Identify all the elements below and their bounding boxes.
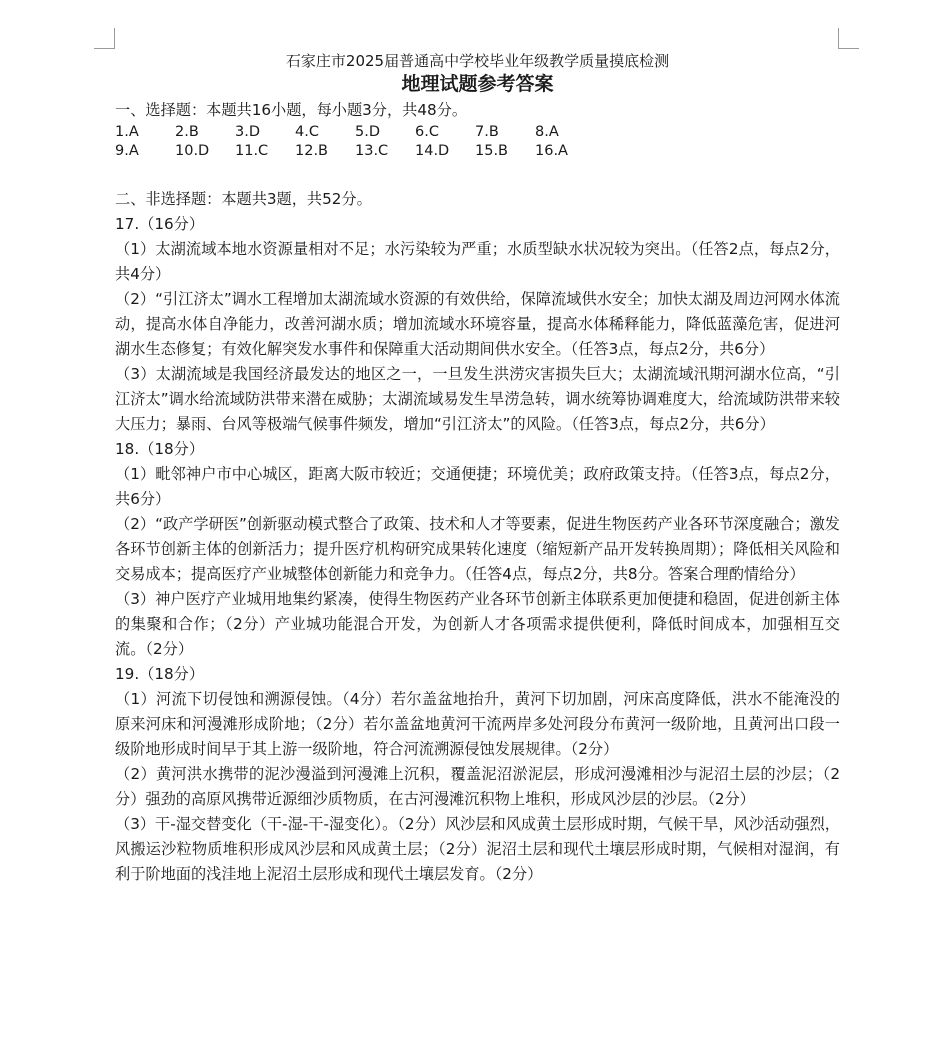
document-title: 石家庄市2025届普通高中学校毕业年级教学质量摸底检测 bbox=[285, 52, 670, 70]
answer-item: 15.B bbox=[475, 143, 509, 159]
answer-item: 14.D bbox=[415, 143, 450, 159]
question-19-part-1: （1）河流下切侵蚀和溯源侵蚀。（4分）若尔盖盆地抬升，黄河下切加剧，河床高度降低，洪水不能淹没的原来河床和河漫滩形成阶地；（2分）若尔盖盆地黄河干流两岸多处河段分布黄河一级阶地，且黄河出口段一级阶地形成时间早于其上游一级阶地，符合河流溯源侵蚀发展规律。（2分） bbox=[115, 690, 840, 758]
document-subtitle: 地理试题参考答案 bbox=[401, 73, 554, 95]
section-heading-choice: 一、选择题：本题共16小题，每小题3分，共48分。 bbox=[115, 101, 468, 119]
question-18-head: 18.（18分） bbox=[115, 440, 205, 458]
question-18-part-1: （1）毗邻神户市中心城区，距离大阪市较近；交通便捷；环境优美；政府政策支持。（任答3点，每点2分，共6分） bbox=[115, 465, 840, 508]
answer-item: 3.D bbox=[235, 124, 260, 140]
document-page bbox=[115, 50, 840, 887]
answer-item: 5.D bbox=[355, 124, 380, 140]
question-17-part-3: （3）太湖流域是我国经济最发达的地区之一，一旦发生洪涝灾害损失巨大；太湖流域汛期河湖水位高，“引江济太”调水给流域防洪带来潜在威胁；太湖流域易发生旱涝急转，调水统筹协调难度大，给流域防洪带来较大压力；暴雨、台风等极端气候事件频发，增加“引江济太”的风险。（任答3点，每点2分，共6分） bbox=[115, 365, 840, 433]
answer-item: 11.C bbox=[235, 143, 269, 159]
answer-item: 16.A bbox=[535, 143, 568, 159]
question-18-part-3: （3）神户医疗产业城用地集约紧凑，使得生物医药产业各环节创新主体联系更加便捷和稳固，促进创新主体的集聚和合作；（2分）产业城功能混合开发，为创新人才各项需求提供便利，降低时间成本，加强相互交流。（2分） bbox=[115, 590, 840, 658]
answer-item: 9.A bbox=[115, 143, 139, 159]
question-17-head: 17.（16分） bbox=[115, 215, 205, 233]
crop-mark-top-left bbox=[94, 28, 115, 49]
question-17-part-2: （2）“引江济太”调水工程增加太湖流域水资源的有效供给，保障流域供水安全；加快太湖及周边河网水体流动，提高水体自净能力，改善河湖水质；增加流域水环境容量，提高水体稀释能力，降低蓝藻危害，促进河湖水生态修复；有效化解突发水事件和保障重大活动期间供水安全。（任答3点，每点2分，共6分） bbox=[115, 290, 840, 358]
answer-item: 2.B bbox=[175, 124, 199, 140]
answer-item: 1.A bbox=[115, 124, 139, 140]
answer-item: 7.B bbox=[475, 124, 499, 140]
answer-row-1 bbox=[115, 123, 840, 142]
question-17-part-1: （1）太湖流域本地水资源量相对不足；水污染较为严重；水质型缺水状况较为突出。（任答2点，每点2分，共4分） bbox=[115, 240, 840, 283]
question-19-head: 19.（18分） bbox=[115, 665, 205, 683]
answer-item: 10.D bbox=[175, 143, 210, 159]
answer-item: 13.C bbox=[355, 143, 389, 159]
question-19-part-3: （3）干-湿交替变化（干-湿-干-湿变化）。（2分）风沙层和风成黄土层形成时期，气候干旱，风沙活动强烈，风搬运沙粒物质堆积形成风沙层和风成黄土层；（2分）泥沼土层和现代土壤层形成时期，气候相对湿润，有利于阶地面的浅洼地上泥沼土层形成和现代土壤层发育。（2分） bbox=[115, 815, 840, 883]
question-18-part-2: （2）“政产学研医”创新驱动模式整合了政策、技术和人才等要素，促进生物医药产业各环节深度融合；激发各环节创新主体的创新活力；提升医疗机构研究成果转化速度（缩短新产品开发转换周期）；降低相关风险和交易成本；提高医疗产业城整体创新能力和竞争力。（任答4点，每点2分，共8分。答案合理酌情给分） bbox=[115, 515, 840, 583]
answer-row-2 bbox=[115, 142, 840, 161]
answer-item: 6.C bbox=[415, 124, 439, 140]
answer-item: 4.C bbox=[295, 124, 319, 140]
crop-mark-top-right bbox=[838, 28, 859, 49]
question-19-part-2: （2）黄河洪水携带的泥沙漫溢到河漫滩上沉积，覆盖泥沼淤泥层，形成河漫滩相沙与泥沼土层的沙层；（2分）强劲的高原风携带近源细沙质物质，在古河漫滩沉积物上堆积，形成风沙层的沙层。（2分） bbox=[115, 765, 840, 808]
answer-item: 12.B bbox=[295, 143, 329, 159]
answer-item: 8.A bbox=[535, 124, 559, 140]
section-heading-open: 二、非选择题：本题共3题，共52分。 bbox=[115, 190, 372, 208]
